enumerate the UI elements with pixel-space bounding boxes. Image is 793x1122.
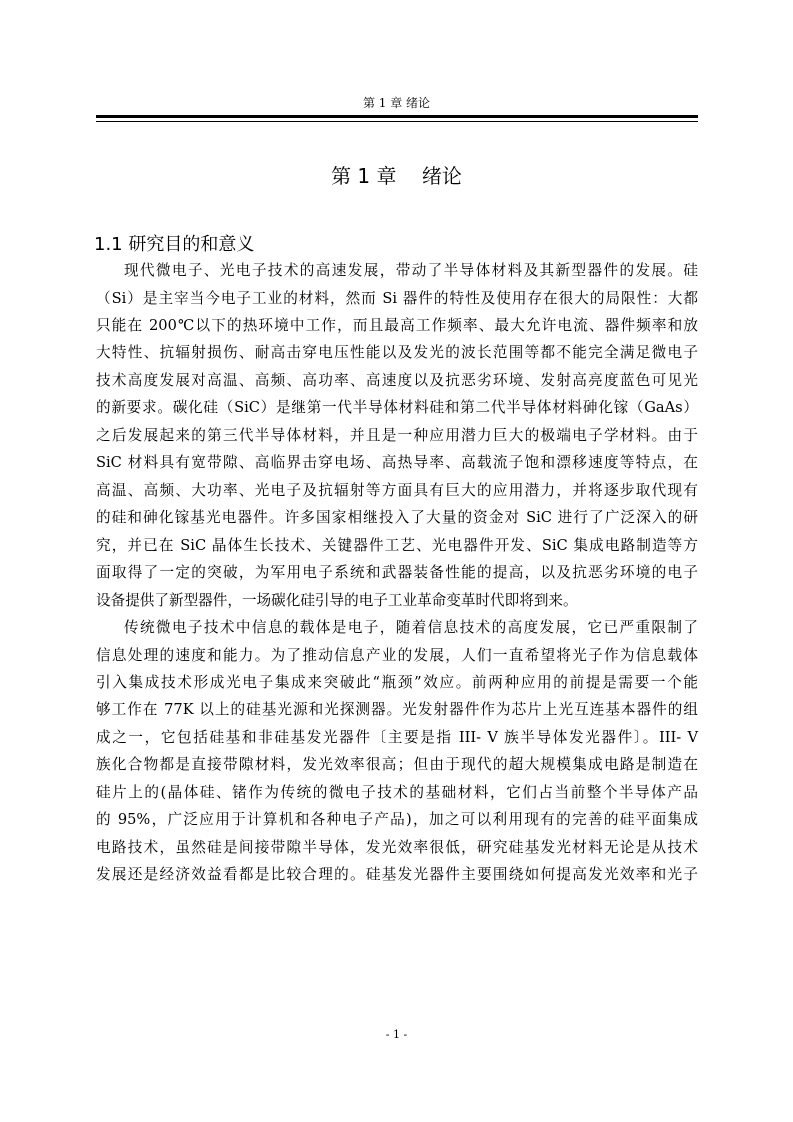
text-line: 究，并已在 SiC 晶体生长技术、关键器件工艺、光电器件开发、SiC 集成电路制造等方 [96, 537, 698, 554]
text-line: 的新要求。碳化硅（SiC）是继第一代半导体材料硅和第二代半导体材料砷化镓（GaAs） [96, 399, 698, 416]
text-line: （Si）是主宰当今电子工业的材料，然而 Si 器件的特性及使用存在很大的局限性：大都 [96, 290, 698, 307]
text-line: 电路技术，虽然硅是间接带隙半导体，发光效率很低，研究硅基发光材料无论是从技术 [96, 839, 698, 856]
text-line: 面取得了一定的突破，为军用电子系统和武器装备性能的提高，以及抗恶劣环境的电子 [96, 564, 698, 581]
text-line: 传统微电子技术中信息的载体是电子，随着信息技术的高度发展，它已严重限制了 [124, 619, 698, 636]
text-line: SiC 材料具有宽带隙、高临界击穿电场、高热导率、高载流子饱和漂移速度等特点，在 [96, 454, 698, 471]
text-line: 的硅和砷化镓基光电器件。许多国家相继投入了大量的资金对 SiC 进行了广泛深入的研 [96, 509, 698, 526]
text-line: 高温、高频、大功率、光电子及抗辐射等方面具有巨大的应用潜力，并将逐步取代现有 [96, 482, 698, 499]
text-line: 族化合物都是直接带隙材料，发光效率很高；但由于现代的超大规模集成电路是制造在 [96, 756, 698, 773]
text-line: 发展还是经济效益看都是比较合理的。硅基发光器件主要围绕如何提高发光效率和光子 [96, 866, 698, 883]
text-line: 信息处理的速度和能力。为了推动信息产业的发展，人们一直希望将光子作为信息载体 [96, 647, 698, 664]
text-line: 成之一，它包括硅基和非硅基发光器件〔主要是指 III- V 族半导体发光器件〕。III- V [96, 729, 698, 746]
text-line: 大特性、抗辐射损伤、耐高击穿电压性能以及发光的波长范围等都不能完全满足微电子 [96, 344, 698, 361]
page-number: - 1 - [385, 1028, 408, 1041]
text-line: 的 95%，广泛应用于计算机和各种电子产品)，加之可以利用现有的完善的硅平面集成 [96, 811, 698, 828]
text-line: 硅片上的(晶体硅、锗作为传统的微电子技术的基础材料，它们占当前整个半导体产品 [96, 784, 698, 801]
text-line: 设备提供了新型器件，一场碳化硅引导的电子工业革命变革时代即将到来。 [96, 592, 578, 609]
text-line: 之后发展起来的第三代半导体材料，并且是一种应用潜力巨大的极端电子学材料。由于 [96, 427, 698, 444]
running-header: 第 1 章 绪论 [362, 96, 431, 110]
header-rule-thin [96, 121, 698, 122]
text-line: 引入集成技术形成光电子集成来突破此“瓶颈”效应。前两种应用的前提是需要一个能 [96, 674, 698, 691]
text-line: 现代微电子、光电子技术的高速发展，带动了半导体材料及其新型器件的发展。硅 [124, 262, 698, 279]
text-line: 只能在 200℃以下的热环境中工作，而且最高工作频率、最大允许电流、器件频率和放 [96, 317, 698, 334]
section-title: 1.1 研究目的和意义 [94, 234, 255, 255]
chapter-title: 第 1 章 绪论 [331, 164, 462, 188]
text-line: 技术高度发展对高温、高频、高功率、高速度以及抗恶劣环境、发射高亮度蓝色可见光 [96, 372, 698, 389]
header-rule-thick [96, 115, 698, 118]
text-line: 够工作在 77K 以上的硅基光源和光探测器。光发射器件作为芯片上光互连基本器件的组 [96, 701, 698, 718]
